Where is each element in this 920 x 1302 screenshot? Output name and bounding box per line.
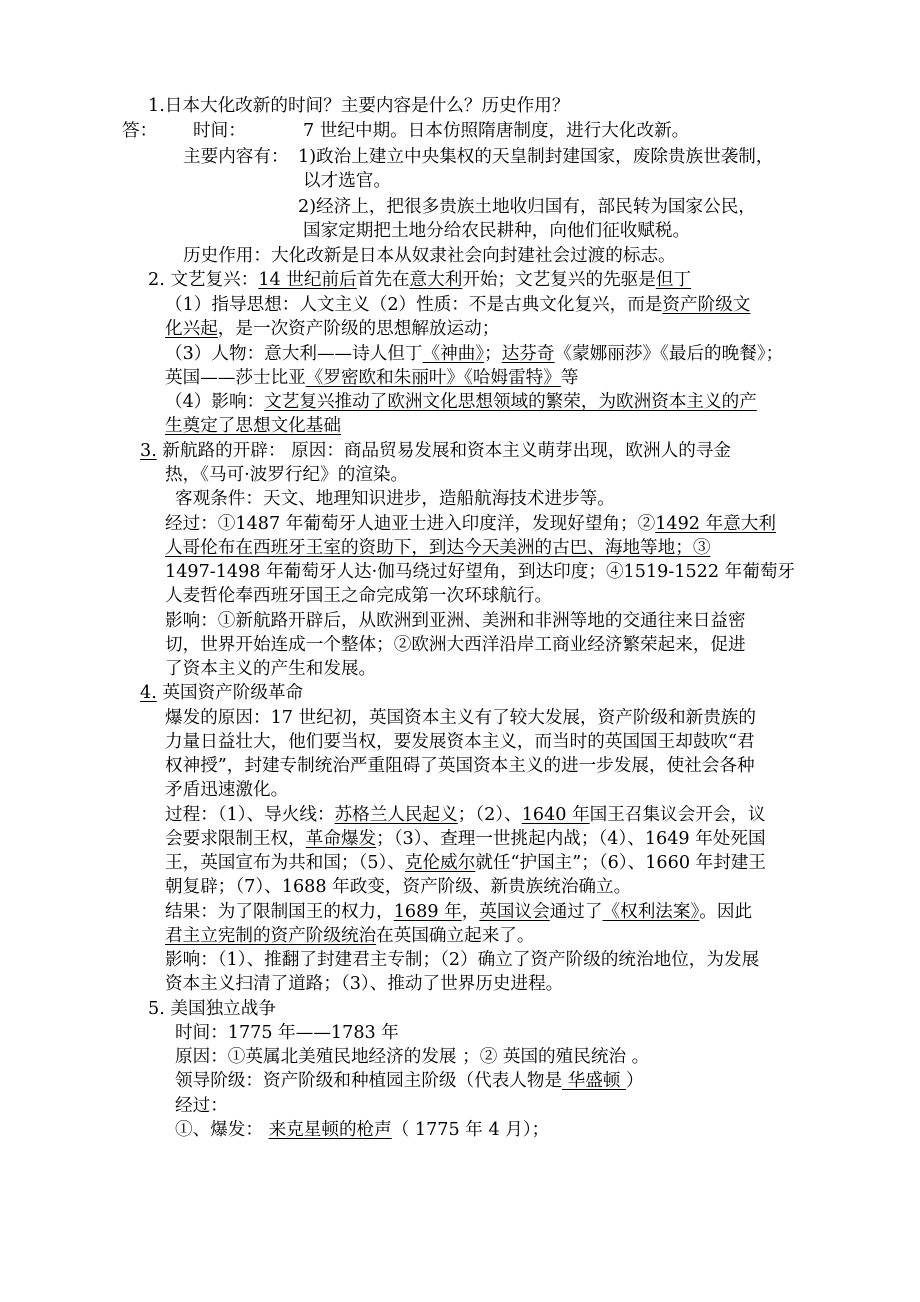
text: 2. 文艺复兴： [148, 270, 259, 290]
section-number: 3. [140, 441, 157, 461]
renaissance-line-5 [165, 367, 578, 389]
us-war-reason: 原因：①英属北美殖民地经济的发展 ；② 英国的殖民统治 。 [175, 1047, 650, 1067]
us-war-leaders [175, 1070, 644, 1092]
new-route-line-3: 客观条件：天文、地理知识进步，造船航海技术进步等。 [175, 489, 615, 509]
us-war-process-label: 经过： [175, 1096, 228, 1116]
q1-heading: 1.日本大化改新的时间？主要内容是什么？历史作用？ [148, 96, 570, 116]
us-war-outbreak [175, 1119, 549, 1141]
english-rev-line-9 [165, 901, 752, 923]
us-war-title: 5. 美国独立战争 [148, 999, 276, 1019]
english-rev-line-5 [165, 804, 766, 826]
renaissance-line-4 [165, 343, 783, 365]
text: ； [484, 344, 502, 364]
underlined-text: 1492 年意大利 [655, 514, 776, 534]
text: 等 [560, 368, 579, 388]
english-rev-line-3: 权神授”，封建专制统治严重阻碍了英国资本主义的进一步发展，使社会各种 [165, 756, 755, 776]
renaissance-line-6 [165, 391, 757, 413]
text: 英国——莎士比亚 [165, 368, 306, 388]
underlined-text: 意大利 [409, 270, 463, 290]
text: （1）指导思想：人文主义（2）性质：不是古典文化复兴，而是 [165, 295, 663, 315]
underlined-text: 英国议会 [479, 902, 550, 922]
us-war-time: 时间：1775 年——1783 年 [175, 1023, 399, 1043]
text: （4）影响： [165, 392, 265, 412]
text: 。因此 [699, 902, 753, 922]
text: ） [626, 1071, 644, 1091]
underlined-text: 《神曲》 [422, 344, 485, 364]
underlined-text: 文艺复兴推动了欧洲文化思想领域的繁荣，为欧洲资本主义的产 [264, 392, 757, 412]
text: 开始；文艺复兴的先驱是 [462, 270, 656, 290]
new-route-line-6: 1497-1498 年葡萄牙人达·伽马绕过好望角，到达印度；④1519-1522 年葡萄牙 [165, 562, 796, 582]
text: ；（2）、 [457, 805, 522, 825]
english-rev-title [140, 682, 303, 704]
text: （ 1775 年 4 月）； [391, 1120, 550, 1140]
renaissance-line-2 [165, 294, 750, 316]
text: ，是一次资产阶级的思想解放运动； [217, 319, 500, 339]
new-route-line-2: 热，《马可·波罗行纪》的渲染。 [165, 465, 409, 485]
english-rev-line-11: 影响：（1）、推翻了封建君主专制；（2）确立了资产阶级的统治地位，为发展 [165, 950, 760, 970]
english-rev-line-2: 力量日益壮大，他们要当权，要发展资本主义，而当时的英国国王却鼓吹“君 [165, 732, 755, 752]
text: ①、爆发： [175, 1120, 269, 1140]
new-route-line-5 [165, 537, 710, 559]
renaissance-line-3 [165, 318, 499, 340]
content-label: 主要内容有： [183, 147, 289, 167]
renaissance-line-7 [165, 415, 341, 437]
english-rev-line-6 [165, 828, 766, 850]
renaissance-line-1 [148, 269, 691, 291]
english-rev-line-10 [165, 925, 535, 947]
text: 王，英国宣布为共和国；（5）、 [165, 853, 405, 873]
text: 首先在 [356, 270, 410, 290]
text: 过程：（1）、导火线： [165, 805, 335, 825]
effect-text: 历史作用：大化改新是日本从奴隶社会向封建社会过渡的标志。 [183, 246, 676, 266]
underlined-text: 人哥伦布在西班牙王室的资助下，到达今天美洲的古巴、海地等地；③ [165, 538, 711, 558]
underlined-text: 克伦威尔 [404, 853, 476, 873]
new-route-line-1 [140, 440, 731, 462]
underlined-text: 1689 年 [393, 902, 462, 922]
english-rev-line-8: 朝复辟；（7）、1688 年政变，资产阶级、新贵族统治确立。 [165, 877, 632, 897]
text: 英国资产阶级革命 [162, 683, 304, 703]
answer-label: 答： [122, 121, 158, 141]
new-route-line-7: 人麦哲伦奉西班牙国王之命完成第一次环球航行。 [165, 586, 553, 606]
text: 结果：为了限制国王的权力， [165, 902, 394, 922]
text: 《蒙娜丽莎》《最后的晚餐》； [554, 344, 784, 364]
text: 会要求限制王权， [165, 829, 306, 849]
text: 在英国确立起来了。 [376, 926, 535, 946]
section-number: 4. [140, 683, 157, 703]
english-rev-line-7 [165, 852, 766, 874]
content-item-2: 2)经济上，把很多贵族土地收归国有，部民转为国家公民， [298, 197, 756, 217]
text: 通过了 [549, 902, 603, 922]
content-item-1-cont: 以才选官。 [303, 171, 391, 191]
underlined-text: 1640 年 [521, 805, 590, 825]
time-label: 时间： [193, 121, 246, 141]
underlined-text: 达芬奇 [501, 344, 555, 364]
new-route-line-8: 影响：①新航路开辟后，从欧洲到亚洲、美洲和非洲等地的交通往来日益密 [165, 611, 746, 631]
text: 新航路的开辟： 原因：商品贸易发展和资本主义萌芽出现，欧洲人的寻金 [162, 441, 731, 461]
content-item-1: 1)政治上建立中央集权的天皇制封建国家，废除贵族世袭制， [298, 147, 774, 167]
text: ， [461, 902, 480, 922]
time-value: 7 世纪中期。日本仿照隋唐制度，进行大化改新。 [303, 121, 690, 141]
text: 经过：①1487 年葡萄牙人迪亚士进入印度洋，发现好望角；② [165, 514, 656, 534]
new-route-line-4 [165, 513, 776, 535]
text: 国王召集议会开会，议 [589, 805, 766, 825]
underlined-text: 革命爆发 [305, 829, 377, 849]
text: （3）人物：意大利——诗人但丁 [165, 344, 423, 364]
text: ；（3）、查理一世挑起内战；（4）、1649 年处死国 [376, 829, 766, 849]
underlined-text: 苏格兰人民起义 [334, 805, 458, 825]
underlined-text: 华盛顿 [562, 1071, 627, 1091]
english-rev-line-4: 矛盾迅速激化。 [165, 780, 289, 800]
underlined-text: 来克星顿的枪声 [268, 1120, 392, 1140]
underlined-text: 生奠定了思想文化基础 [165, 416, 341, 436]
underlined-text: 但丁 [655, 270, 692, 290]
underlined-text: 《罗密欧和朱丽叶》《哈姆雷特》 [305, 368, 561, 388]
underlined-text: 14 世纪前后 [258, 270, 357, 290]
underlined-text: 《权利法案》 [602, 902, 700, 922]
content-item-2-cont: 国家定期把土地分给农民耕种，向他们征收赋税。 [303, 221, 691, 241]
underlined-text: 化兴起 [165, 319, 218, 339]
new-route-line-10: 了资本主义的产生和发展。 [165, 659, 377, 679]
text: 就任“护国主”；（6）、1660 年封建王 [475, 853, 766, 873]
text: 领导阶级：资产阶级和种植园主阶级（代表人物是 [175, 1071, 563, 1091]
underlined-text: 君主立宪制的资产阶级统治 [165, 926, 377, 946]
underlined-text: 资产阶级文 [662, 295, 751, 315]
english-rev-line-12: 资本主义扫清了道路；（3）、推动了世界历史进程。 [165, 974, 564, 994]
new-route-line-9: 切，世界开始连成一个整体；②欧洲大西洋沿岸工商业经济繁荣起来，促进 [165, 635, 746, 655]
english-rev-line-1: 爆发的原因：17 世纪初，英国资本主义有了较大发展，资产阶级和新贵族的 [165, 708, 756, 728]
